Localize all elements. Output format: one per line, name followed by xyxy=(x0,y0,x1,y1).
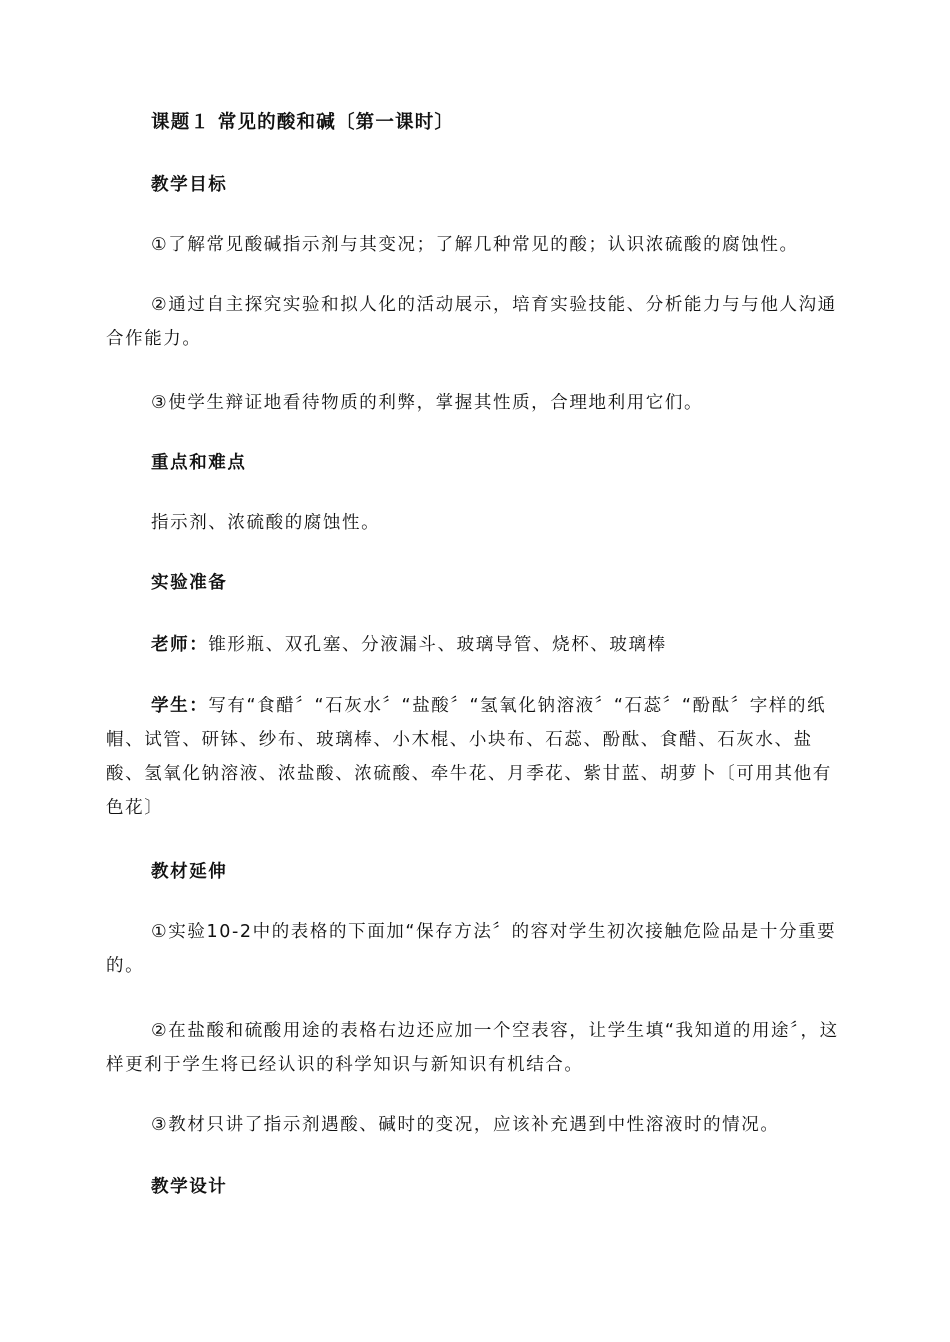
heading-objectives: 教学目标 xyxy=(151,175,228,195)
heading-preparation: 实验准备 xyxy=(151,573,228,593)
student-text: 写有“食醋〞“石灰水〞“盐酸〞“氢氧化钠溶液〞“石蕊〞“酚酞〞字样的纸帽、试管、研钵、纱布、玻璃棒、小木棍、小块布、石蕊、酚酞、食醋、石灰水、盐酸、氢氧化钠溶液、浓盐酸、浓硫酸、牵牛花、月季花、紫甘蓝、胡萝卜〔可用其他有色花〕 xyxy=(106,696,832,818)
heading-key-points: 重点和难点 xyxy=(151,453,247,473)
extension-item-3: ③教材只讲了指示剂遇酸、碱时的变况，应该补充遇到中性溶液时的情况。 xyxy=(151,1115,780,1135)
objective-item-1: ①了解常见酸碱指示剂与其变况；了解几种常见的酸；认识浓硫酸的腐蚀性。 xyxy=(151,235,799,255)
objective-item-2: ②通过自主探究实验和拟人化的活动展示，培育实验技能、分析能力与与他人沟通合作能力。 xyxy=(106,295,837,349)
key-points-text: 指示剂、浓硫酸的腐蚀性。 xyxy=(151,513,381,533)
heading-design: 教学设计 xyxy=(151,1177,228,1197)
student-label: 学生： xyxy=(151,696,209,716)
heading-extension: 教材延伸 xyxy=(151,862,228,882)
document-title: 课题１ 常见的酸和碱〔第一课时〕 xyxy=(151,112,455,133)
extension-item-2: ②在盐酸和硫酸用途的表格右边还应加一个空表容，让学生填“我知道的用途〞，这样更利于学生将已经认识的科学知识与新知识有机结合。 xyxy=(106,1021,839,1075)
teacher-text: 锥形瓶、双孔塞、分液漏斗、玻璃导管、烧杯、玻璃棒 xyxy=(208,635,667,655)
teacher-materials xyxy=(151,628,667,662)
teacher-label: 老师： xyxy=(151,635,209,655)
student-materials xyxy=(106,689,846,825)
extension-item-1: ①实验10-2中的表格的下面加“保存方法〞的容对学生初次接触危险品是十分重要的。 xyxy=(106,922,837,976)
objective-item-3: ③使学生辩证地看待物质的利弊，掌握其性质，合理地利用它们。 xyxy=(151,393,704,413)
